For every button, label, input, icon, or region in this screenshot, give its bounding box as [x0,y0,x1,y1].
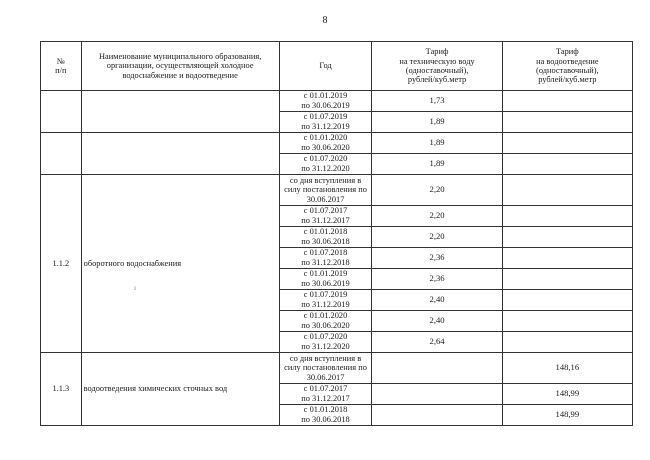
row-num-empty [41,133,82,175]
year-text: с 01.01.2019 по 30.06.2019 [301,269,350,288]
year-text: с 01.01.2019 по 30.06.2019 [301,91,350,110]
water-tariff-cell: 2,40 [372,290,502,311]
year-text: со дня вступления в силу постановления по 30.06.2017 [284,353,367,382]
year-text: с 01.01.2020 по 30.06.2020 [301,311,350,330]
year-cell [279,112,372,133]
year-cell [279,206,372,227]
header-num-text: № п/п [55,56,67,75]
header-num [41,42,82,91]
year-text: с 01.01.2020 по 30.06.2020 [301,133,350,152]
water-tariff-cell: 2,36 [372,269,502,290]
sewer-tariff-cell: 148,16 [502,353,632,384]
water-tariff-cell: 2,40 [372,311,502,332]
table-row [41,353,633,384]
year-text: с 01.01.2018 по 30.06.2018 [301,405,350,424]
table-header-row [41,42,633,91]
header-water-text: Тариф на техническую воду (одноставочный), рублей/куб.метр [399,47,475,85]
row-name-empty [81,91,279,133]
water-tariff-cell: 2,36 [372,248,502,269]
header-sewer-tariff [502,42,632,91]
row-number: 1.1.2 [41,175,82,353]
year-text: со дня вступления в силу постановления по 30.06.2017 [284,175,367,204]
year-cell [279,290,372,311]
sewer-tariff-cell: 148,99 [502,384,632,405]
header-year-text: Год [319,61,332,71]
water-tariff-cell: 2,20 [372,175,502,206]
water-tariff-cell: 1,73 [372,91,502,112]
sewer-tariff-cell [502,290,632,311]
tariff-table [40,41,633,426]
sewer-tariff-cell [502,175,632,206]
year-text: с 01.07.2017 по 31.12.2017 [301,384,350,403]
water-tariff-cell [372,353,502,384]
page-number: 8 [322,15,328,26]
sewer-tariff-cell [502,206,632,227]
sewer-tariff-cell [502,311,632,332]
water-tariff-cell: 2,20 [372,206,502,227]
sewer-tariff-cell [502,154,632,175]
row-name-empty [81,133,279,175]
year-cell [279,91,372,112]
water-tariff-cell: 2,20 [372,227,502,248]
sewer-tariff-cell [502,248,632,269]
row-num-empty [41,91,82,133]
year-text: с 01.01.2018 по 30.06.2018 [301,227,350,246]
sewer-tariff-cell [502,91,632,112]
water-tariff-cell: 1,89 [372,112,502,133]
row-number: 1.1.3 [41,353,82,426]
year-cell [279,133,372,154]
header-sewer-text: Тариф на водоотведение (одноставочный), рублей/куб.метр [536,47,599,85]
year-cell [279,269,372,290]
year-cell [279,384,372,405]
year-text: с 01.07.2017 по 31.12.2017 [301,206,350,225]
year-cell [279,227,372,248]
sewer-tariff-cell: 148,99 [502,405,632,426]
water-tariff-cell [372,384,502,405]
header-name-text: Наименование муниципального образования, организации, осуществляющей холодное водоснабжение и водоотведение [98,51,262,80]
year-cell [279,154,372,175]
header-year [279,42,372,91]
year-text: с 01.07.2019 по 31.12.2019 [301,112,350,131]
water-tariff-cell [372,405,502,426]
year-cell [279,311,372,332]
sewer-tariff-cell [502,133,632,154]
year-text: с 01.07.2020 по 31.12.2020 [301,332,350,351]
year-cell [279,175,372,206]
table-row [41,133,633,154]
year-text: с 01.07.2019 по 31.12.2019 [301,290,350,309]
water-tariff-cell: 1,89 [372,133,502,154]
stray-scan-mark: ı [134,284,136,292]
row-service-name: водоотведения химических сточных вод [81,353,279,426]
water-tariff-cell: 2,64 [372,332,502,353]
year-cell [279,248,372,269]
year-cell [279,353,372,384]
sewer-tariff-cell [502,112,632,133]
year-text: с 01.07.2018 по 31.12.2018 [301,248,350,267]
sewer-tariff-cell [502,269,632,290]
sewer-tariff-cell [502,332,632,353]
year-text: с 01.07.2020 по 31.12.2020 [301,154,350,173]
water-tariff-cell: 1,89 [372,154,502,175]
table-row [41,91,633,112]
row-service-name: оборотного водоснабжения [81,175,279,353]
header-water-tariff [372,42,502,91]
table-row [41,175,633,206]
year-cell [279,332,372,353]
header-name [81,42,279,91]
sewer-tariff-cell [502,227,632,248]
year-cell [279,405,372,426]
